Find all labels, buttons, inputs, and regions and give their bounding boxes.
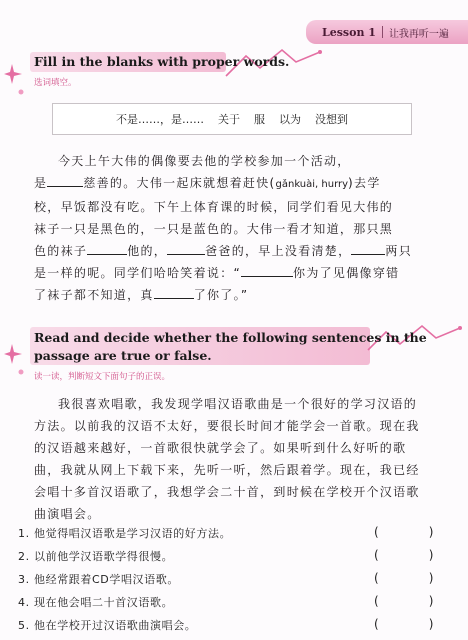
paren-open: ( <box>374 594 380 608</box>
answer-parentheses[interactable] <box>374 594 434 608</box>
answer-parentheses[interactable] <box>374 525 434 539</box>
paren-open: ( <box>374 571 380 585</box>
question-number: 1. <box>18 527 30 540</box>
paragraph-line: 的汉语越来越好，一首歌很快就学会了。如果听到什么好听的歌 <box>34 441 407 455</box>
answer-blank[interactable] <box>167 242 205 255</box>
answer-blank[interactable] <box>47 174 83 187</box>
lesson-header-tab <box>306 20 468 44</box>
paragraph-line: 会唱十多首汉语歌了，我想学会二十首，到时候在学校开个汉语歌 <box>34 485 420 499</box>
question-text: 他经常跟着CD学唱汉语歌。 <box>34 573 179 586</box>
paren-close: ) <box>428 548 434 562</box>
paragraph-line <box>34 240 434 262</box>
word-bank-item: 以为 <box>279 113 301 126</box>
question-row <box>18 525 458 548</box>
text-span: 了你了。” <box>193 288 249 302</box>
question-number: 3. <box>18 573 30 586</box>
paren-close: ) <box>428 525 434 539</box>
text-span: 慈善的。大伟一起床就想着赶快( <box>83 176 276 190</box>
question-row <box>18 617 458 640</box>
paragraph-line <box>34 172 434 196</box>
question-number: 4. <box>18 596 30 609</box>
text-span: 爸爸的，早上没看清楚， <box>205 244 352 258</box>
paragraph-line <box>34 284 434 306</box>
paragraph-line <box>34 262 434 284</box>
paren-open: ( <box>374 548 380 562</box>
text-span: 色的袜子 <box>34 244 88 258</box>
answer-blank[interactable] <box>87 242 127 255</box>
section1-title: Fill in the blanks with proper words. <box>34 54 290 69</box>
question-number: 2. <box>18 550 30 563</box>
question-row <box>18 594 458 617</box>
word-bank-item: 没想到 <box>315 113 348 126</box>
question-text: 现在他会唱二十首汉语歌。 <box>34 596 174 609</box>
lesson-number: Lesson 1 <box>322 25 376 39</box>
question-text: 他觉得唱汉语歌是学习汉语的好方法。 <box>34 527 232 540</box>
text-span: 是一样的呢。同学们哈哈笑着说：“ <box>34 266 242 280</box>
answer-blank[interactable] <box>241 264 293 277</box>
text-span: 他的， <box>127 244 168 258</box>
section1-subtitle: 选词填空。 <box>34 78 77 88</box>
fill-in-paragraph <box>34 150 434 306</box>
section2-title-line1: Read and decide whether the following sentences in the <box>34 330 427 345</box>
question-number: 5. <box>18 619 30 632</box>
sparkle-decoration-icon <box>4 60 30 100</box>
text-span: 两只 <box>385 244 413 258</box>
paren-close: ) <box>428 571 434 585</box>
word-bank <box>52 103 412 135</box>
paragraph-line: 袜子一只是黑色的，一只是蓝色的。大伟一看才知道，那只黑 <box>34 222 394 236</box>
paren-close: ) <box>428 594 434 608</box>
text-span: 你为了见偶像穿错 <box>293 266 400 280</box>
answer-parentheses[interactable] <box>374 617 434 631</box>
paragraph-line: 曲演唱会。 <box>34 507 101 521</box>
paragraph-line: 今天上午大伟的偶像要去他的学校参加一个活动， <box>58 154 351 168</box>
pinyin-gloss: gǎnkuài, hurry <box>275 179 349 190</box>
word-bank-item: 关于 <box>218 113 240 126</box>
paragraph-line: 校，早饭都没有吃。下午上体育课的时候，同学们看见大伟的 <box>34 200 394 214</box>
question-text: 他在学校开过汉语歌曲演唱会。 <box>34 619 197 632</box>
lesson-title: 让我再听一遍 <box>388 28 449 40</box>
text-span: 了袜子都不知道，真 <box>34 288 154 302</box>
text-span: )去学 <box>348 176 381 190</box>
word-bank-item: 不是……，是…… <box>116 113 204 126</box>
section2-title-line2: passage are true or false. <box>34 348 212 363</box>
text-span: 是 <box>34 176 48 190</box>
answer-blank[interactable] <box>351 242 385 255</box>
question-row <box>18 548 458 571</box>
paren-close: ) <box>428 617 434 631</box>
sparkle-decoration-icon <box>4 340 30 380</box>
paren-open: ( <box>374 617 380 631</box>
word-bank-item: 服 <box>254 113 265 126</box>
paragraph-line: 我很喜欢唱歌，我发现学唱汉语歌曲是一个很好的学习汉语的 <box>58 397 418 411</box>
answer-parentheses[interactable] <box>374 548 434 562</box>
answer-parentheses[interactable] <box>374 571 434 585</box>
paragraph-line: 曲，我就从网上下载下来，先听一听，然后跟着学。现在，我已经 <box>34 463 420 477</box>
question-row <box>18 571 458 594</box>
header-divider <box>382 26 383 38</box>
answer-blank[interactable] <box>154 286 194 299</box>
paren-open: ( <box>374 525 380 539</box>
reading-paragraph <box>34 393 434 525</box>
true-false-questions <box>18 525 458 640</box>
question-text: 以前他学汉语歌学得很慢。 <box>34 550 174 563</box>
section2-subtitle: 读一读，判断短文下面句子的正误。 <box>34 372 171 382</box>
paragraph-line: 方法。以前我的汉语不太好，要很长时间才能学会一首歌。现在我 <box>34 419 420 433</box>
